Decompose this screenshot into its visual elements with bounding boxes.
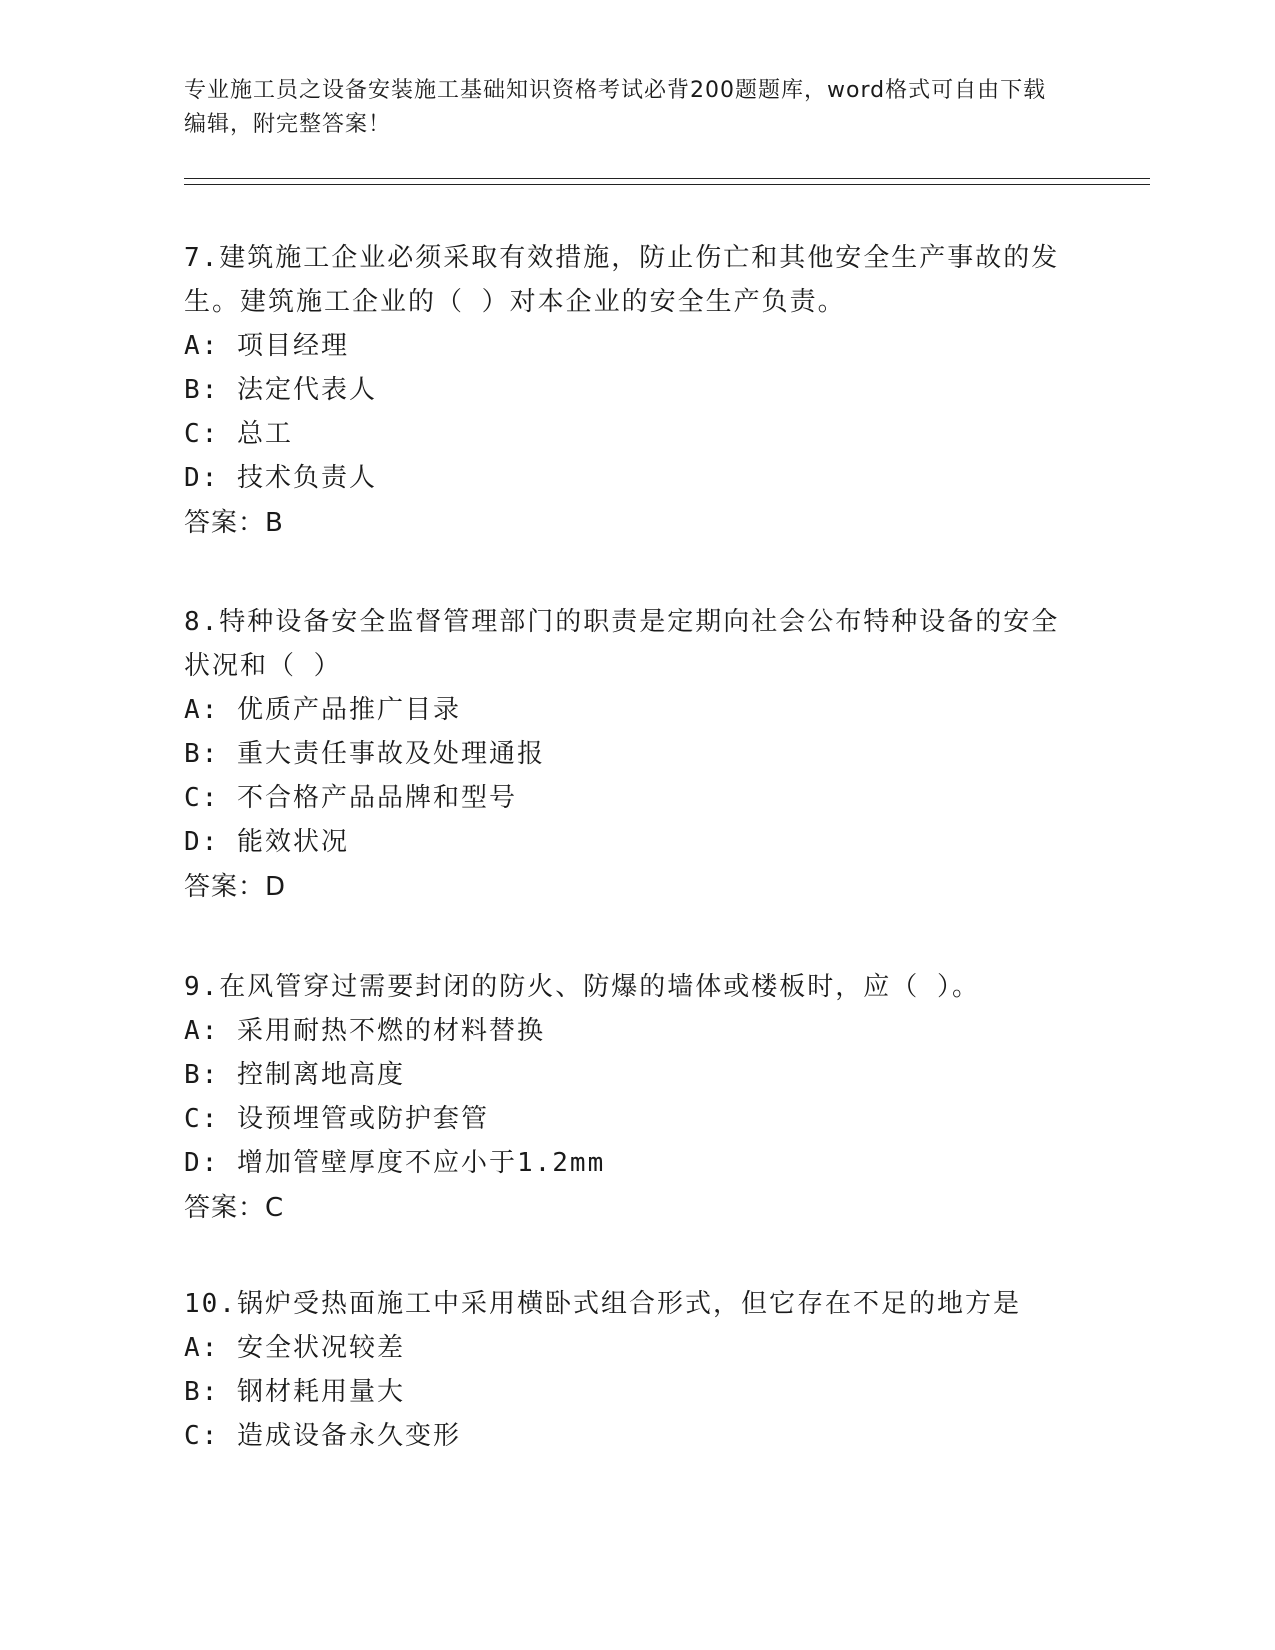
option-b: B: 法定代表人	[184, 375, 377, 405]
option-a: A: 项目经理	[184, 331, 349, 361]
question-block	[184, 1282, 1084, 1458]
question-stem: 7.建筑施工企业必须采取有效措施，防止伤亡和其他安全生产事故的发生。建筑施工企业的（ ）对本企业的安全生产负责。	[184, 243, 1060, 317]
option-d: D: 能效状况	[184, 827, 349, 857]
answer-line: 答案：B	[184, 508, 284, 538]
option-c: C: 造成设备永久变形	[184, 1421, 461, 1451]
option-a: A: 优质产品推广目录	[184, 695, 461, 725]
question-stem: 9.在风管穿过需要封闭的防火、防爆的墙体或楼板时，应（ ）。	[184, 972, 980, 1002]
option-b: B: 钢材耗用量大	[184, 1377, 405, 1407]
option-d: D: 技术负责人	[184, 463, 377, 493]
option-a: A: 安全状况较差	[184, 1333, 405, 1363]
answer-line: 答案：D	[184, 872, 287, 902]
header-divider-line	[184, 178, 1150, 179]
question-block	[184, 965, 1084, 1231]
header-divider-line	[184, 184, 1150, 185]
question-stem: 8.特种设备安全监督管理部门的职责是定期向社会公布特种设备的安全状况和（ ）	[184, 607, 1060, 681]
option-c: C: 总工	[184, 419, 293, 449]
option-b: B: 控制离地高度	[184, 1060, 405, 1090]
question-stem: 10.锅炉受热面施工中采用横卧式组合形式，但它存在不足的地方是	[184, 1289, 1021, 1319]
answer-line: 答案：C	[184, 1193, 285, 1223]
option-b: B: 重大责任事故及处理通报	[184, 739, 545, 769]
option-a: A: 采用耐热不燃的材料替换	[184, 1016, 545, 1046]
document-header: 专业施工员之设备安装施工基础知识资格考试必背200题题库，word格式可自由下载编辑，附完整答案！	[184, 78, 1047, 137]
option-d: D: 增加管壁厚度不应小于1.2mm	[184, 1148, 606, 1178]
question-block	[184, 600, 1084, 910]
option-c: C: 不合格产品品牌和型号	[184, 783, 517, 813]
question-block	[184, 236, 1084, 546]
option-c: C: 设预埋管或防护套管	[184, 1104, 489, 1134]
